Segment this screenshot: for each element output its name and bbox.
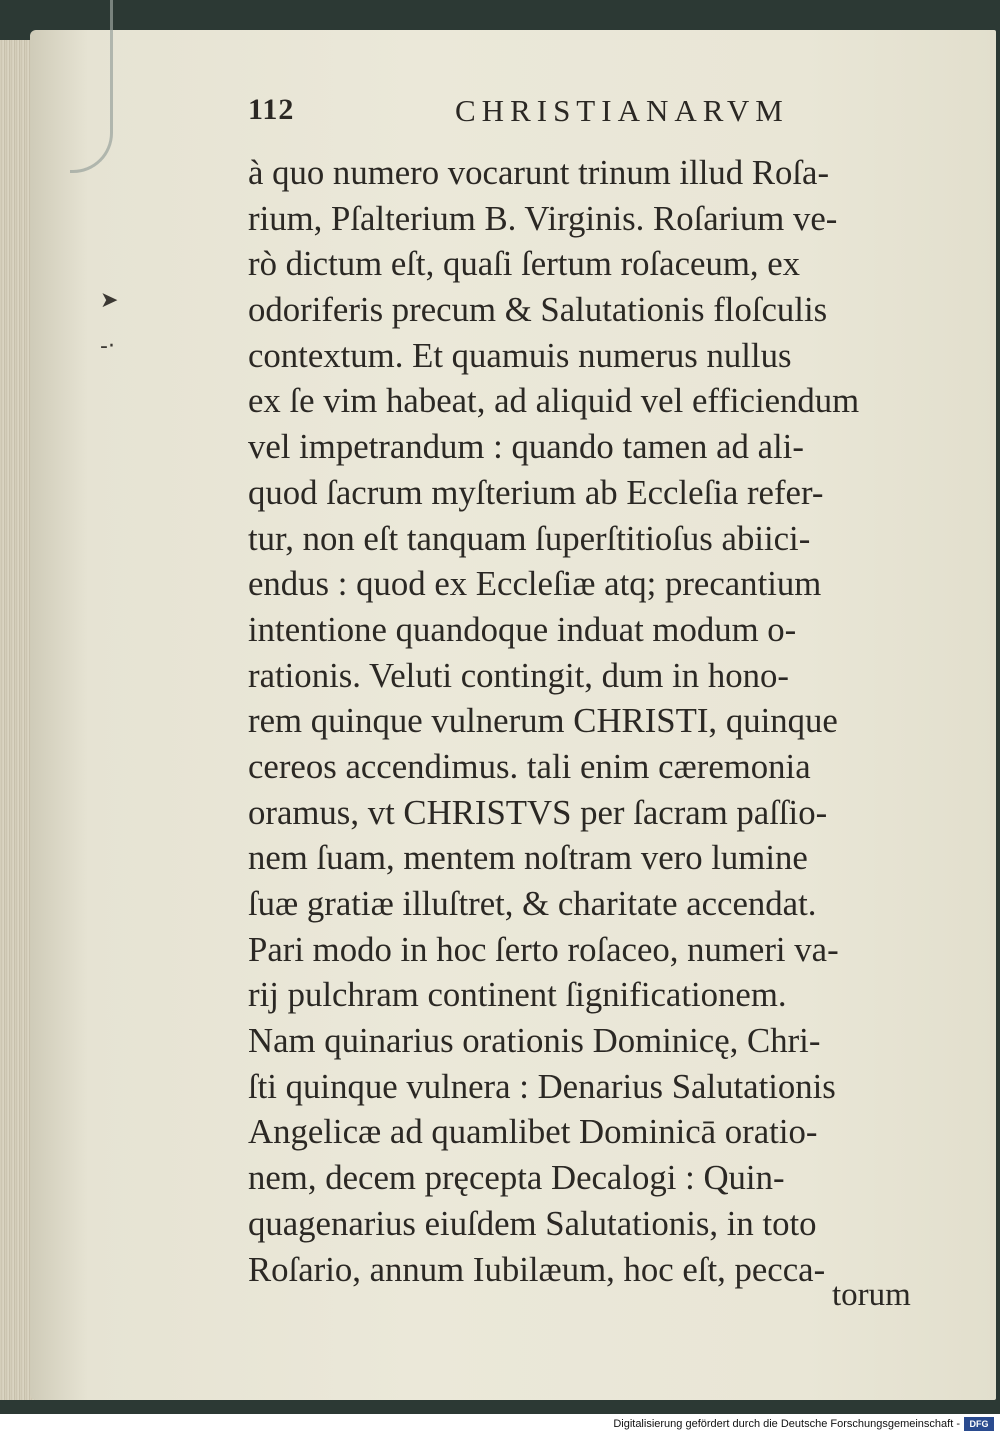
text-line: Roſario, annum Iubilæum, hoc eſt, pecca- [248,1249,826,1289]
text-line: nem ſuam, mentem noſtram vero lumine [248,838,808,878]
text-line: oramus, vt CHRISTVS per ſacram paſſio- [248,792,828,832]
text-line: cereos accendimus. tali enim cæremonia [248,746,811,786]
text-line: rium, Pſalterium B. Virginis. Roſarium ve- [248,198,838,238]
text-line: vel impetrandum : quando tamen ad ali- [248,427,804,467]
text-line: quagenarius eiuſdem Salutationis, in toto [248,1203,817,1243]
text-line: rò dictum eſt, quaſi ſertum roſaceum, ex [248,244,801,284]
text-line: Nam quinarius orationis Dominicę, Chri- [248,1021,821,1061]
text-line: nem, decem pręcepta Decalogi : Quin- [248,1158,785,1198]
text-line: rij pulchram continent ſignificationem. [248,975,787,1015]
text-line: ex ſe vim habeat, ad aliquid vel efficiendum [248,381,860,421]
text-line: Pari modo in hoc ſerto roſaceo, numeri va- [248,929,839,969]
body-text [248,150,968,1292]
text-line: ſti quinque vulnera : Denarius Salutationis [248,1066,836,1106]
text-line: rationis. Veluti contingit, dum in hono- [248,655,789,695]
bookmark-ribbon [70,0,113,173]
text-line: contextum. Et quamuis numerus nullus [248,335,792,375]
text-line: à quo numero vocarunt trinum illud Roſa- [248,153,830,192]
text-line: ſuæ gratiæ illuſtret, & charitate accendat. [248,884,817,923]
text-line: intentione quandoque induat modum o- [248,609,797,649]
footer-credit: Digitalisierung gefördert durch die Deutsche Forschungsgemeinschaft - [613,1418,960,1430]
text-line: tur, non eſt tanquam ſuperſtitioſus abiici- [248,518,811,558]
margin-mark: -· [100,334,115,359]
text-line: Angelicæ ad quamlibet Dominicā oratio- [248,1112,818,1152]
footer-bar [0,1414,1000,1435]
page-number: 112 [248,93,295,126]
text-line: endus : quod ex Eccleſiæ atq; precantium [248,564,822,604]
running-head: CHRISTIANARVM [455,93,789,128]
text-line: quod ſacrum myſterium ab Eccleſia refer- [248,472,824,512]
text-line: rem quinque vulnerum CHRISTI, quinque [248,701,838,741]
dfg-logo: DFG [964,1417,994,1431]
catchword: torum [832,1277,911,1313]
margin-mark: ➤ [100,288,119,313]
text-line: odoriferis precum & Salutationis floſculis [248,290,828,330]
